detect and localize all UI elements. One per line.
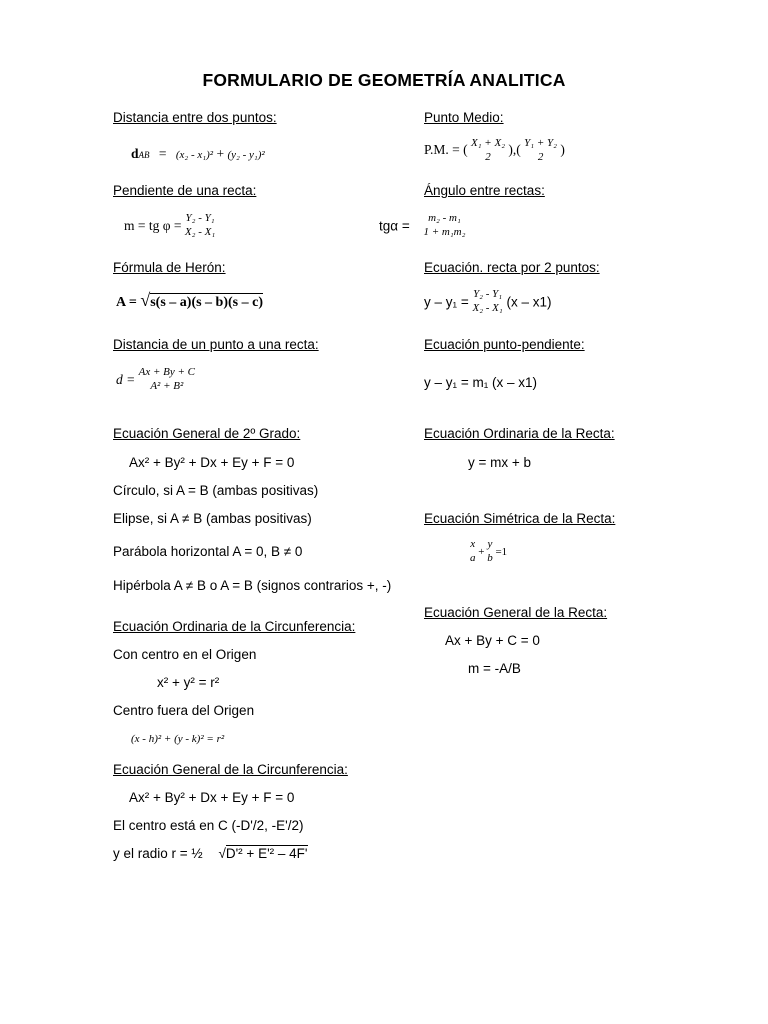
two-points-den: X₂ - X₁ xyxy=(472,301,503,314)
symmetric-den-x: a xyxy=(470,551,476,564)
heading-general-line: Ecuación General de la Recta: xyxy=(424,605,608,620)
midpoint-mid: ),( xyxy=(508,141,521,157)
radius-radicand: D'² + E'² – 4F' xyxy=(225,846,308,861)
distance-sub: AB xyxy=(138,150,150,160)
heading-angle: Ángulo entre rectas: xyxy=(424,183,545,198)
text-parabola: Parábola horizontal A = 0, B ≠ 0 xyxy=(113,544,303,559)
point-line-lhs: d = xyxy=(116,371,136,387)
slope-num: Y₂ - Y₁ xyxy=(185,212,215,224)
formula-origin-circle: x² + y² = r² xyxy=(157,675,220,690)
midpoint-fraction-x xyxy=(471,137,505,165)
slope-lhs: m = tg φ = xyxy=(124,217,182,233)
formula-general-circle: Ax² + By² + Dx + Ey + F = 0 xyxy=(129,790,295,805)
formula-general-line-slope: m = -A/B xyxy=(468,661,521,676)
formula-heron xyxy=(116,290,263,311)
text-circle: Círculo, si A = B (ambas positivas) xyxy=(113,483,319,498)
midpoint-open: ( xyxy=(463,141,468,157)
midpoint-fraction-y xyxy=(524,137,557,165)
formula-general-line: Ax + By + C = 0 xyxy=(445,633,540,648)
heading-ordinary-circle: Ecuación Ordinaria de la Circunferencia: xyxy=(113,619,356,634)
radius-label: y el radio r = ½ xyxy=(113,846,203,861)
angle-lhs: tgα = xyxy=(379,218,410,234)
symmetric-fraction-y xyxy=(487,538,493,566)
angle-num: m₂ - m₁ xyxy=(428,212,461,224)
heron-sqrt-icon: √ xyxy=(140,290,151,310)
text-hyperbola: Hipérbola A ≠ B o A = B (signos contrarios +, -) xyxy=(113,578,392,593)
two-points-num: Y₂ - Y₁ xyxy=(473,288,503,300)
heron-radicand: s(s – a)(s – b)(s – c) xyxy=(150,295,263,310)
point-line-num: Ax + By + C xyxy=(138,366,196,378)
text-circle-center: El centro está en C (-D'/2, -E'/2) xyxy=(113,818,304,833)
formula-distance xyxy=(131,146,265,162)
formula-outside-circle: (x - h)² + (y - k)² = r² xyxy=(131,733,225,745)
heading-point-slope: Ecuación punto-pendiente: xyxy=(424,337,585,352)
formula-circle-radius xyxy=(113,846,308,861)
radius-sqrt-icon: √ xyxy=(218,846,226,861)
symmetric-num-y: y xyxy=(487,538,493,550)
formula-point-line xyxy=(116,366,195,394)
symmetric-den-y: b xyxy=(487,551,493,564)
heading-general-circle: Ecuación General de la Circunferencia: xyxy=(113,762,348,777)
distance-term2: (y₂ - y₁)² xyxy=(227,149,265,161)
distance-eq: = xyxy=(158,146,167,161)
text-origin-center: Con centro en el Origen xyxy=(113,647,257,662)
heading-symmetric-line: Ecuación Simétrica de la Recta: xyxy=(424,511,616,526)
heading-two-points: Ecuación. recta por 2 puntos: xyxy=(424,260,600,275)
formula-midpoint xyxy=(424,137,565,165)
distance-lhs: d xyxy=(131,146,139,161)
midpoint-den-x: 2 xyxy=(485,150,491,163)
point-line-fraction xyxy=(139,366,195,394)
angle-den: 1 + m₁m₂ xyxy=(423,225,466,238)
distance-term1: (x₂ - x₁)² xyxy=(175,149,214,161)
text-ellipse: Elipse, si A ≠ B (ambas positivas) xyxy=(113,511,312,526)
page-title: FORMULARIO DE GEOMETRÍA ANALITICA xyxy=(202,70,566,90)
midpoint-close: ) xyxy=(560,141,565,157)
slope-fraction xyxy=(185,212,215,240)
angle-fraction xyxy=(423,212,465,240)
formula-slope xyxy=(124,212,215,240)
formula-point-slope: y – y₁ = m₁ (x – x1) xyxy=(424,375,538,390)
formula-symmetric-line xyxy=(470,538,507,566)
symmetric-plus: + xyxy=(478,545,485,558)
heading-ordinary-line: Ecuación Ordinaria de la Recta: xyxy=(424,426,615,441)
heading-general2: Ecuación General de 2º Grado: xyxy=(113,426,301,441)
midpoint-num-x: X₁ + X₂ xyxy=(471,137,506,149)
formula-ordinary-line: y = mx + b xyxy=(468,455,532,470)
symmetric-fraction-x xyxy=(470,538,476,566)
two-points-lhs: y – y₁ = xyxy=(424,294,469,310)
heading-heron: Fórmula de Herón: xyxy=(113,260,226,275)
heron-lhs: A = xyxy=(116,295,137,310)
midpoint-num-y: Y₁ + Y₂ xyxy=(524,137,557,149)
formula-two-points xyxy=(424,288,552,316)
midpoint-lhs: P.M. = xyxy=(424,141,460,157)
point-line-den: A² + B² xyxy=(150,379,184,392)
formula-general2: Ax² + By² + Dx + Ey + F = 0 xyxy=(129,455,295,470)
heading-slope: Pendiente de una recta: xyxy=(113,183,257,198)
symmetric-num-x: x xyxy=(470,538,476,550)
heading-point-line: Distancia de un punto a una recta: xyxy=(113,337,319,352)
text-outside-center: Centro fuera del Origen xyxy=(113,703,255,718)
formula-angle xyxy=(379,212,465,240)
heading-midpoint: Punto Medio: xyxy=(424,110,504,125)
distance-plus: + xyxy=(216,146,225,161)
two-points-fraction xyxy=(472,288,502,316)
midpoint-den-y: 2 xyxy=(537,150,544,163)
two-points-rhs: (x – x1) xyxy=(506,294,552,310)
slope-den: X₂ - X₁ xyxy=(184,225,216,238)
symmetric-rhs: =1 xyxy=(495,545,508,558)
heading-distance: Distancia entre dos puntos: xyxy=(113,110,277,125)
